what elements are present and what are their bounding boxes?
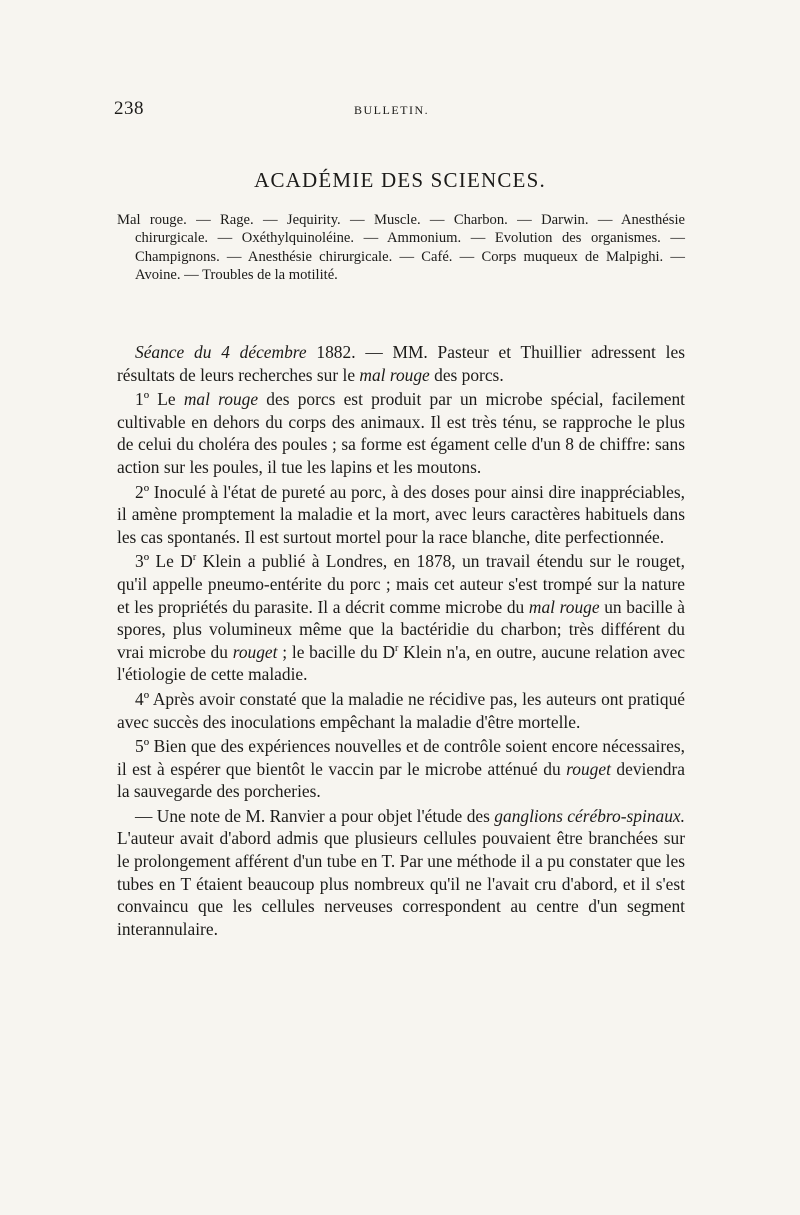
point-number: 1º [135, 389, 150, 410]
paragraph-text: Inoculé à l'état de pureté au porc, à des doses pour ainsi dire inappréciables, il amène promptement la maladie et la mort, avec leurs caractères habituels dans les cas spontanés. Il est surtout mortel pour la race blanche, dite perfectionnée. [117, 481, 685, 547]
summary-paragraph: Mal rouge. — Rage. — Jequirity. — Muscle. — Charbon. — Darwin. — Anesthésie chirurgicale. — Oxéthylquinoléine. — Ammonium. — Evolution des organismes. — Champignons. — Anesthésie chirurgicale. — Café. — Corps muqueux de Malpighi. — Avoine. — Troubles de la motilité. [117, 212, 685, 284]
paragraph-text: Après avoir constaté que la maladie ne récidive pas, les auteurs ont pratiqué avec succès des inoculations empêchant la maladie d'être mortelle. [117, 688, 685, 732]
paragraph-point-5 [117, 735, 685, 803]
page-header [114, 98, 684, 122]
paragraph-point-4 [117, 688, 685, 733]
paragraph-text: L'auteur avait d'abord admis que plusieurs cellules pouvaient être branchées sur le prolongement afférent d'un tube en T. Par une méthode il a pu constater que les tubes en T étaient beaucoup plus nombreux qu'il ne l'avait cru d'abord, et il s'est convaincu que les cellules nerveuses correspondent au centre d'un segment interannulaire. [117, 828, 685, 939]
point-number: 5º [135, 736, 150, 757]
paragraph-text: Le [149, 389, 184, 410]
italic-term: rouget [566, 758, 611, 779]
point-number: 3º [135, 551, 150, 572]
paragraph-text: — MM. Pasteur et Thuillier adressent les résultats de leurs recherches sur le [117, 342, 685, 385]
paragraph-text: ; le bacille du D [277, 641, 396, 662]
page-number: 238 [114, 98, 144, 119]
paragraph-text: un bacille à spores, plus volumineux même que la bactéridie du charbon; très différent du vrai microbe du [117, 596, 685, 662]
seance-date: Séance du 4 décembre [135, 342, 307, 362]
point-number: 4º [135, 688, 150, 709]
paragraph-text: Klein n'a, en outre, aucune relation avec l'étiologie de cette maladie. [117, 641, 686, 685]
paragraph-text: deviendra la sauvegarde des porcheries. [117, 758, 685, 802]
paragraph-point-2 [117, 481, 685, 549]
running-head: BULLETIN. [354, 103, 430, 117]
section-title: ACADÉMIE DES SCIENCES. [254, 168, 546, 192]
paragraph-point-3 [117, 550, 685, 686]
italic-term: mal rouge [183, 389, 259, 410]
paragraph-ranvier [117, 805, 685, 941]
italic-term: mal rouge [359, 364, 430, 385]
paragraph-text: des porcs. [429, 364, 504, 385]
point-number: 2º [135, 481, 150, 502]
italic-term: mal rouge [528, 596, 600, 617]
superscript: r [395, 642, 399, 654]
seance-year: 1882. [316, 342, 356, 362]
paragraph-text: Klein a publié à Londres, en 1878, un travail étendu sur le rouget, qu'il appelle pneumo-entérite du porc ; mais cet auteur s'est trompé sur la nature et les propriétés du parasite. Il a décrit comme microbe du [117, 551, 685, 617]
paragraph-point-1 [117, 388, 685, 478]
paragraph-text: Le D [149, 551, 193, 572]
paragraph-text: des porcs est produit par un microbe spécial, facilement cultivable en dehors du corps des animaux. Il est très ténu, se rapproche le plus de celui du choléra des poules ; sa forme est égament celle d'un 8 de chiffre: sans action sur les poules, il tue les lapins et les moutons. [117, 389, 685, 477]
paragraph-text: Bien que des expériences nouvelles et de contrôle soient encore nécessaires, il est à espérer que bientôt le vaccin par le microbe atténué du [117, 736, 685, 779]
italic-term: rouget [232, 641, 278, 662]
superscript: r [192, 552, 197, 564]
body-text [117, 341, 685, 942]
paragraph-text: — Une note de M. Ranvier a pour objet l'étude des [135, 805, 495, 826]
paragraph-seance [117, 341, 685, 386]
italic-term: ganglions cérébro-spinaux. [494, 805, 685, 826]
